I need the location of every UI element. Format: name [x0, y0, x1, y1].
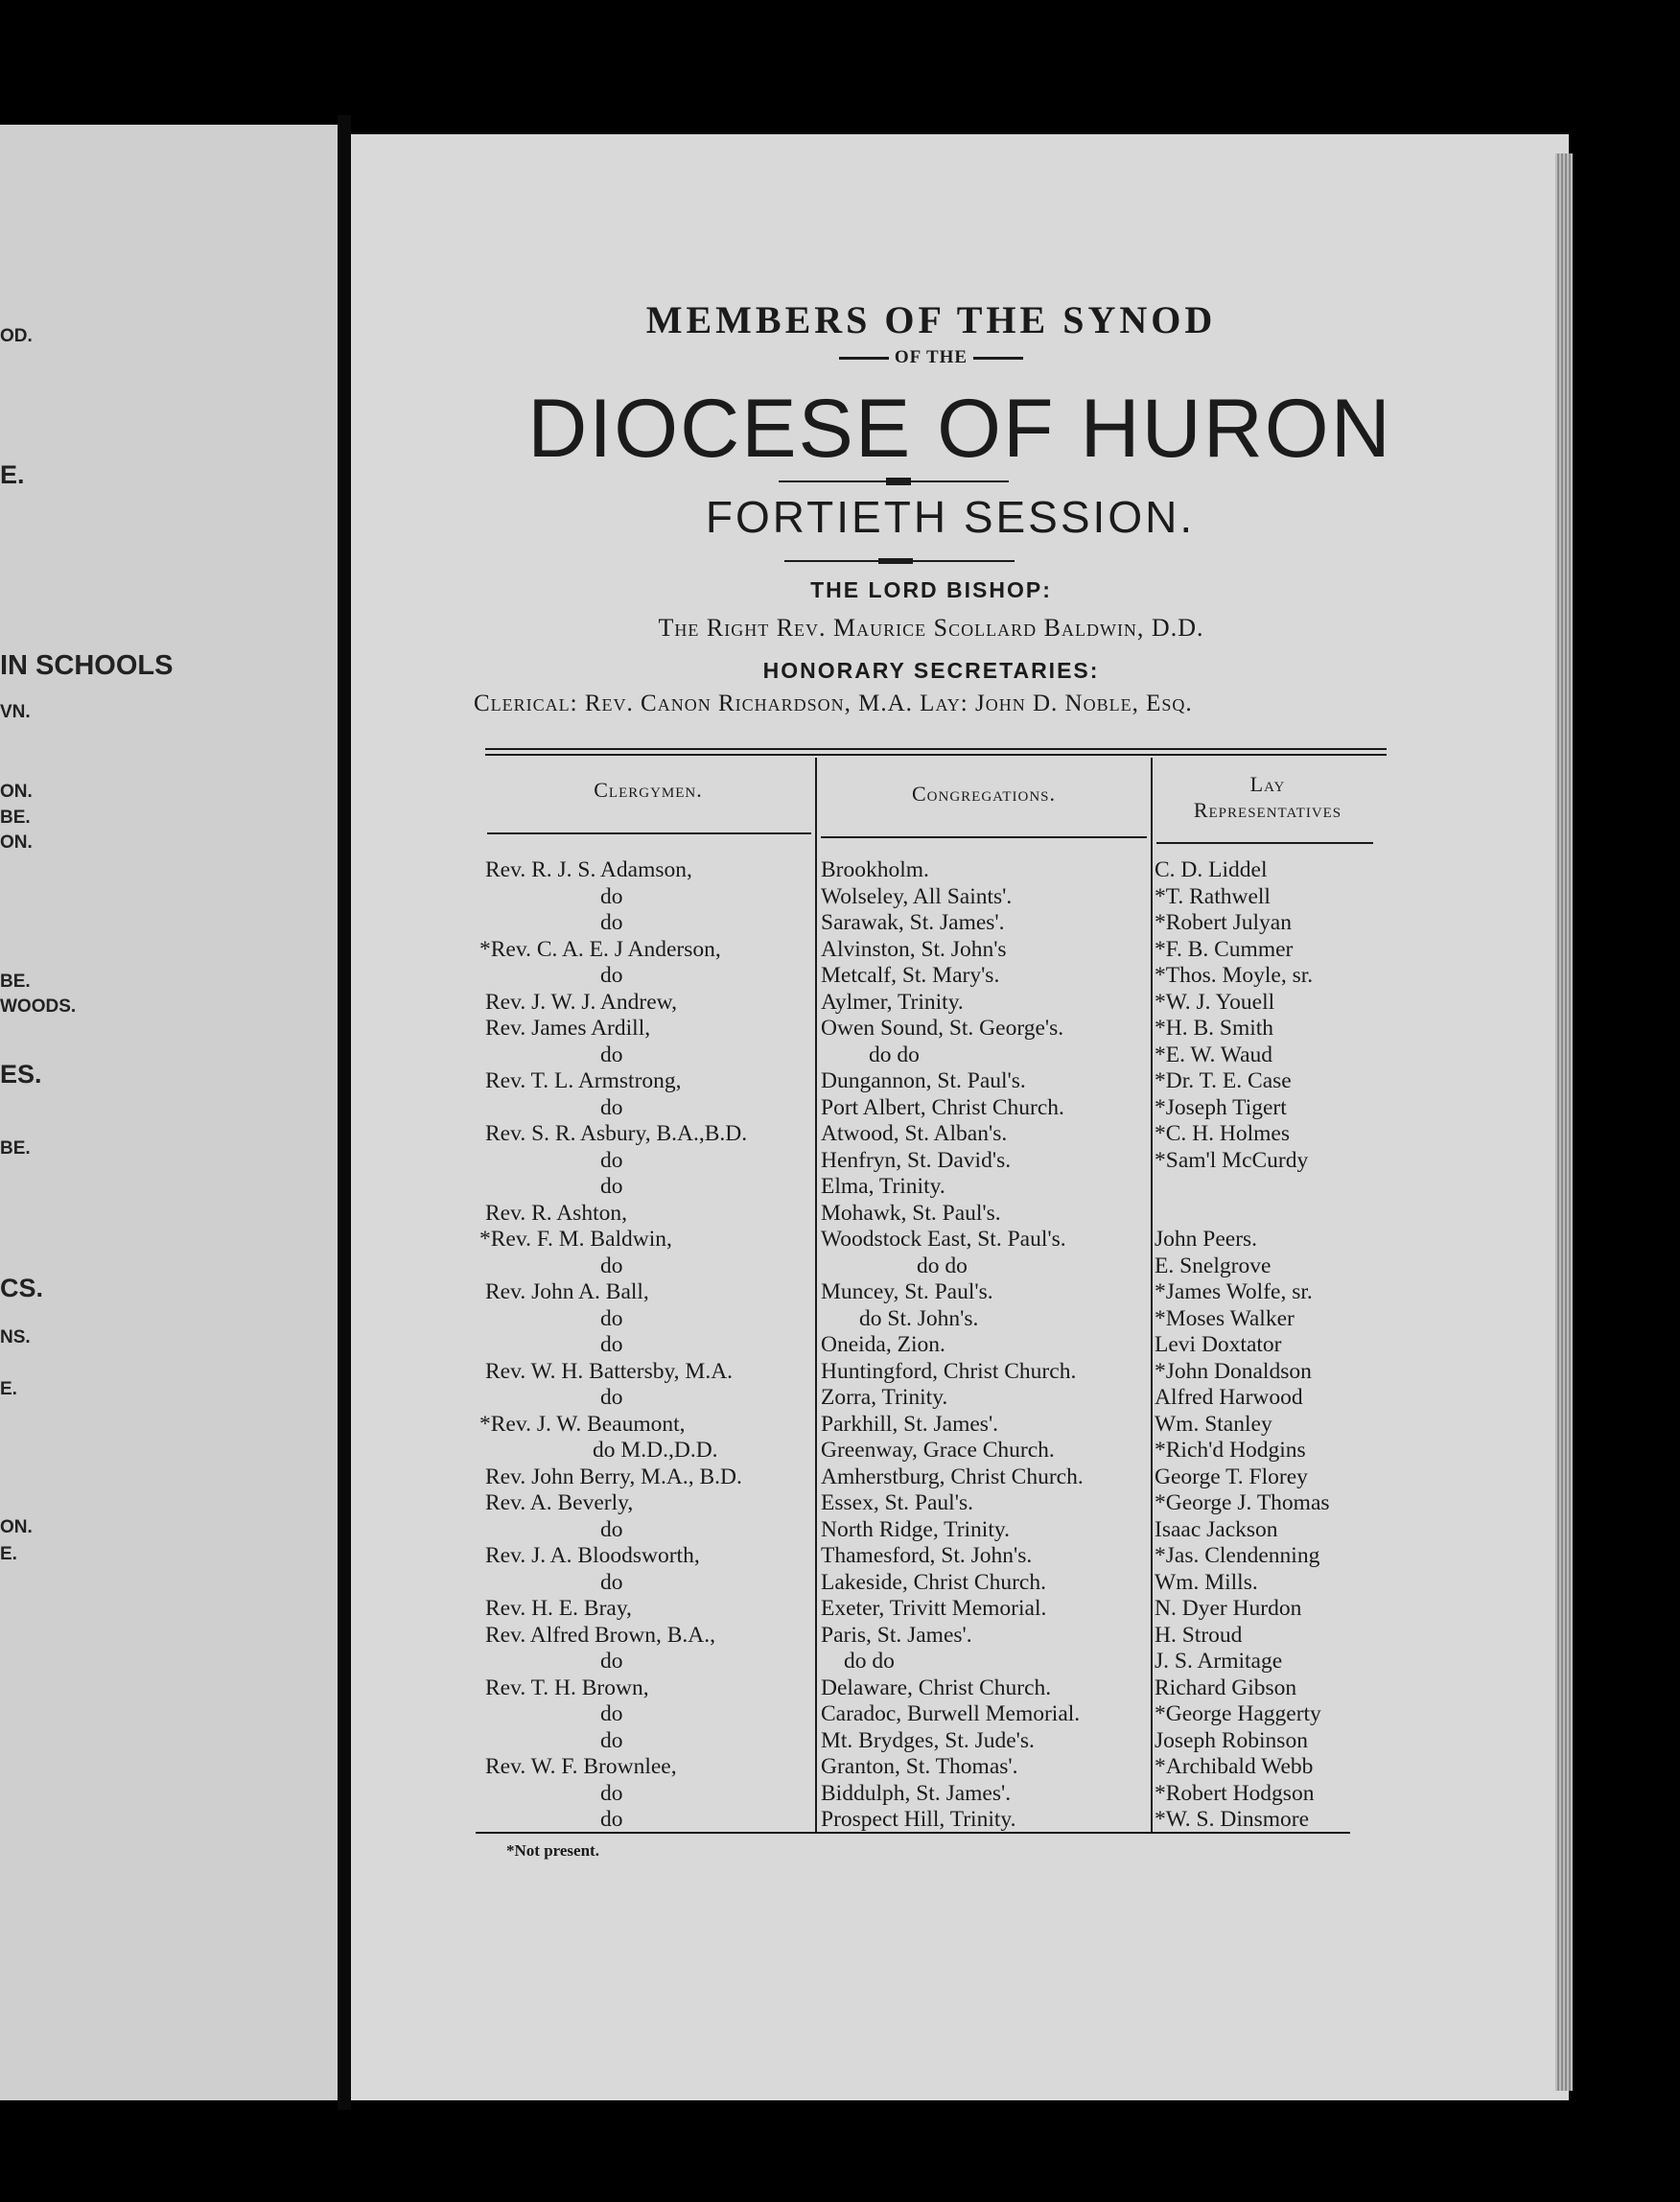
clergyman-entry: Rev. W. F. Brownlee,: [485, 1754, 677, 1779]
lay-representative-entry: Wm. Stanley: [1155, 1411, 1272, 1437]
left-page-fragment: ON.: [0, 832, 33, 853]
congregation-entry: Lakeside, Christ Church.: [821, 1569, 1046, 1595]
congregation-entry: Metcalf, St. Mary's.: [821, 963, 1000, 988]
lay-representative-entry: *F. B. Cummer: [1155, 936, 1294, 962]
clergyman-entry: do: [600, 1147, 623, 1173]
congregation-entry: Parkhill, St. James'.: [821, 1411, 999, 1437]
lay-representative-entry: *Jas. Clendenning: [1155, 1543, 1320, 1568]
lay-representative-entry: H. Stroud: [1155, 1622, 1243, 1648]
congregation-entry: Thamesford, St. John's.: [821, 1543, 1033, 1568]
congregation-entry: Prospect Hill, Trinity.: [821, 1807, 1016, 1832]
clergyman-entry: do: [600, 1807, 623, 1832]
clergyman-entry: do: [600, 1042, 623, 1067]
left-page-fragment: NS.: [0, 1327, 31, 1347]
congregations-header-rule: [821, 836, 1147, 838]
left-page-fragment: ES.: [0, 1060, 42, 1089]
clergymen-header-rule: [487, 832, 811, 834]
right-page: [351, 134, 1569, 2100]
congregation-entry: Paris, St. James'.: [821, 1622, 972, 1648]
lay-representative-entry: *Rich'd Hodgins: [1155, 1438, 1306, 1463]
lay-representative-entry: Wm. Mills.: [1155, 1569, 1258, 1595]
column-divider-1: [815, 758, 817, 1832]
clergyman-entry: Rev. T. H. Brown,: [485, 1675, 649, 1700]
congregation-entry: Caradoc, Burwell Memorial.: [821, 1701, 1081, 1726]
lay-representative-entry: *Dr. T. E. Case: [1155, 1068, 1292, 1093]
lay-representative-entry: *Robert Julyan: [1155, 910, 1292, 935]
lay-representative-entry: Richard Gibson: [1155, 1675, 1297, 1700]
lay-representative-entry: *Archibald Webb: [1155, 1754, 1314, 1779]
clergyman-entry: do: [600, 1174, 623, 1199]
lay-representative-entry: N. Dyer Hurdon: [1155, 1596, 1302, 1621]
lay-representative-entry: Isaac Jackson: [1155, 1516, 1278, 1542]
congregation-entry: Elma, Trinity.: [821, 1174, 945, 1199]
page-edge: [1555, 153, 1573, 2091]
left-page-fragment: WOODS.: [0, 996, 77, 1017]
clergymen-header: Clergymen.: [594, 778, 703, 802]
clergyman-entry: Rev. T. L. Armstrong,: [485, 1068, 682, 1093]
lay-representative-entry: *W. J. Youell: [1155, 989, 1275, 1015]
clergyman-entry: do: [600, 1727, 623, 1753]
lay-representative-entry: *C. H. Holmes: [1155, 1121, 1290, 1146]
left-page-fragment: E.: [0, 460, 25, 489]
congregation-entry: Amherstburg, Christ Church.: [821, 1464, 1084, 1489]
left-page-fragment: BE.: [0, 972, 31, 992]
congregations-header: Congregations.: [911, 782, 1056, 806]
lay-header-line1: Lay: [1249, 772, 1286, 796]
of-the-heading: OF THE: [322, 347, 1540, 368]
congregation-entry: Henfryn, St. David's.: [821, 1147, 1012, 1173]
clergyman-entry: *Rev. J. W. Beaumont,: [479, 1411, 686, 1437]
left-page-fragment: ON.: [0, 782, 33, 802]
congregation-entry: Zorra, Trinity.: [821, 1385, 948, 1410]
clergyman-entry: do: [600, 1253, 623, 1278]
lay-representative-entry: J. S. Armitage: [1155, 1649, 1283, 1674]
clergyman-entry: Rev. A. Beverly,: [485, 1490, 634, 1515]
congregation-entry: Granton, St. Thomas'.: [821, 1754, 1018, 1779]
lay-representative-entry: *Robert Hodgson: [1155, 1780, 1315, 1806]
lay-header-line2: Representatives: [1193, 798, 1342, 822]
lay-representative-entry: John Peers.: [1155, 1227, 1258, 1252]
congregation-entry: Oneida, Zion.: [821, 1332, 945, 1357]
clergyman-entry: *Rev. F. M. Baldwin,: [479, 1227, 672, 1252]
congregation-entry: do do: [844, 1649, 895, 1674]
lay-representative-entry: Alfred Harwood: [1155, 1385, 1303, 1410]
clergyman-entry: Rev. W. H. Battersby, M.A.: [485, 1358, 734, 1384]
lay-representative-entry: *George J. Thomas: [1155, 1490, 1330, 1515]
clergyman-entry: do: [600, 1305, 623, 1331]
secretaries-line: Clerical: Rev. Canon Richardson, M.A. Lay: John D. Noble, Esq.: [474, 691, 1193, 716]
congregation-entry: Delaware, Christ Church.: [821, 1675, 1052, 1700]
clergyman-entry: Rev. S. R. Asbury, B.A.,B.D.: [485, 1121, 748, 1146]
congregation-entry: Essex, St. Paul's.: [821, 1490, 973, 1515]
lay-representative-entry: *Sam'l McCurdy: [1155, 1147, 1309, 1173]
left-page-fragment: IN SCHOOLS: [0, 650, 174, 681]
page-gutter: [338, 115, 351, 2110]
congregation-entry: Huntingford, Christ Church.: [821, 1358, 1077, 1384]
lay-representative-entry: *Moses Walker: [1155, 1305, 1295, 1331]
left-page-fragment: CS.: [0, 1274, 44, 1302]
members-heading: MEMBERS OF THE SYNOD: [645, 298, 1217, 341]
clergyman-entry: Rev. R. Ashton,: [485, 1200, 627, 1226]
session-rule: [784, 560, 1015, 562]
lay-representative-entry: *W. S. Dinsmore: [1155, 1807, 1310, 1832]
table-top-rule: [485, 748, 1387, 750]
clergyman-entry: do: [600, 1332, 623, 1357]
clergyman-entry: do: [600, 1516, 623, 1542]
congregation-entry: Mohawk, St. Paul's.: [821, 1200, 1001, 1226]
column-divider-2: [1151, 758, 1153, 1832]
congregation-entry: Port Albert, Christ Church.: [821, 1094, 1064, 1120]
left-page: [0, 125, 338, 2100]
not-present-footnote: *Not present.: [506, 1841, 599, 1860]
congregation-entry: Greenway, Grace Church.: [821, 1438, 1055, 1463]
lay-representative-entry: Levi Doxtator: [1155, 1332, 1282, 1357]
bishop-name: The Right Rev. Maurice Scollard Baldwin, D.D.: [658, 614, 1204, 642]
lay-representative-entry: *George Haggerty: [1155, 1701, 1321, 1726]
congregation-entry: Woodstock East, St. Paul's.: [821, 1227, 1066, 1252]
congregation-entry: Owen Sound, St. George's.: [821, 1016, 1064, 1041]
table-top-rule-2: [485, 754, 1387, 756]
clergyman-entry: Rev. John Berry, M.A., B.D.: [485, 1464, 742, 1489]
congregation-entry: do do: [917, 1253, 968, 1278]
congregation-entry: Brookholm.: [821, 857, 929, 882]
lay-representative-entry: *Joseph Tigert: [1155, 1094, 1287, 1120]
clergyman-entry: do: [600, 1094, 623, 1120]
congregation-entry: Wolseley, All Saints'.: [821, 883, 1013, 909]
left-page-fragment: VN.: [0, 702, 31, 722]
lay-representative-entry: *T. Rathwell: [1155, 883, 1271, 909]
congregation-entry: do St. John's.: [859, 1305, 979, 1331]
congregation-entry: Dungannon, St. Paul's.: [821, 1068, 1026, 1093]
clergyman-entry: *Rev. C. A. E. J Anderson,: [479, 936, 721, 962]
congregation-entry: Alvinston, St. John's: [821, 936, 1007, 962]
clergyman-entry: Rev. John A. Ball,: [485, 1279, 649, 1304]
clergyman-entry: Rev. James Ardill,: [485, 1016, 651, 1041]
lay-header-rule: [1156, 842, 1373, 844]
lay-representative-entry: Joseph Robinson: [1155, 1727, 1308, 1753]
lay-representative-entry: *H. B. Smith: [1155, 1016, 1274, 1041]
congregation-entry: Aylmer, Trinity.: [821, 989, 964, 1015]
left-page-fragment: BE.: [0, 808, 31, 828]
clergyman-entry: Rev. R. J. S. Adamson,: [485, 857, 692, 882]
title-ornament: [779, 478, 1009, 485]
lay-representative-entry: *E. W. Waud: [1155, 1042, 1273, 1067]
clergyman-entry: do: [600, 1701, 623, 1726]
session-heading: FORTIETH SESSION.: [705, 492, 1196, 542]
clergyman-entry: Rev. H. E. Bray,: [485, 1596, 632, 1621]
clergyman-entry: do: [600, 963, 623, 988]
congregation-entry: Biddulph, St. James'.: [821, 1780, 1012, 1806]
left-page-fragment: E.: [0, 1544, 17, 1564]
lay-representative-entry: E. Snelgrove: [1155, 1253, 1272, 1278]
congregation-entry: Exeter, Trivitt Memorial.: [821, 1596, 1047, 1621]
hon-secretaries-heading: HONORARY SECRETARIES:: [762, 658, 1100, 683]
left-page-fragment: E.: [0, 1379, 17, 1399]
congregation-entry: Sarawak, St. James'.: [821, 910, 1005, 935]
lay-representative-entry: George T. Florey: [1155, 1464, 1308, 1489]
clergyman-entry: Rev. Alfred Brown, B.A.,: [485, 1622, 715, 1648]
congregation-entry: Muncey, St. Paul's.: [821, 1279, 993, 1304]
congregation-entry: Atwood, St. Alban's.: [821, 1121, 1008, 1146]
congregation-entry: North Ridge, Trinity.: [821, 1516, 1010, 1542]
lay-representative-entry: *James Wolfe, sr.: [1155, 1279, 1313, 1304]
left-page-fragment: OD.: [0, 326, 33, 346]
clergyman-entry: Rev. J. W. J. Andrew,: [485, 989, 677, 1015]
left-page-fragment: ON.: [0, 1517, 33, 1537]
congregation-entry: do do: [869, 1042, 920, 1067]
clergyman-entry: do: [600, 1649, 623, 1674]
clergyman-entry: do M.D.,D.D.: [593, 1438, 718, 1463]
left-page-fragment: BE.: [0, 1138, 31, 1159]
clergyman-entry: do: [600, 883, 623, 909]
clergyman-entry: do: [600, 910, 623, 935]
clergyman-entry: do: [600, 1385, 623, 1410]
congregation-entry: Mt. Brydges, St. Jude's.: [821, 1727, 1035, 1753]
lay-representative-entry: *Thos. Moyle, sr.: [1155, 963, 1314, 988]
clergyman-entry: do: [600, 1780, 623, 1806]
clergyman-entry: do: [600, 1569, 623, 1595]
table-bottom-rule: [476, 1832, 1350, 1834]
lord-bishop-heading: THE LORD BISHOP:: [810, 577, 1052, 602]
diocese-title: DIOCESE OF HURON: [527, 383, 1392, 475]
lay-representative-entry: *John Donaldson: [1155, 1358, 1312, 1384]
lay-representative-entry: C. D. Liddel: [1155, 857, 1268, 882]
clergyman-entry: Rev. J. A. Bloodsworth,: [485, 1543, 700, 1568]
